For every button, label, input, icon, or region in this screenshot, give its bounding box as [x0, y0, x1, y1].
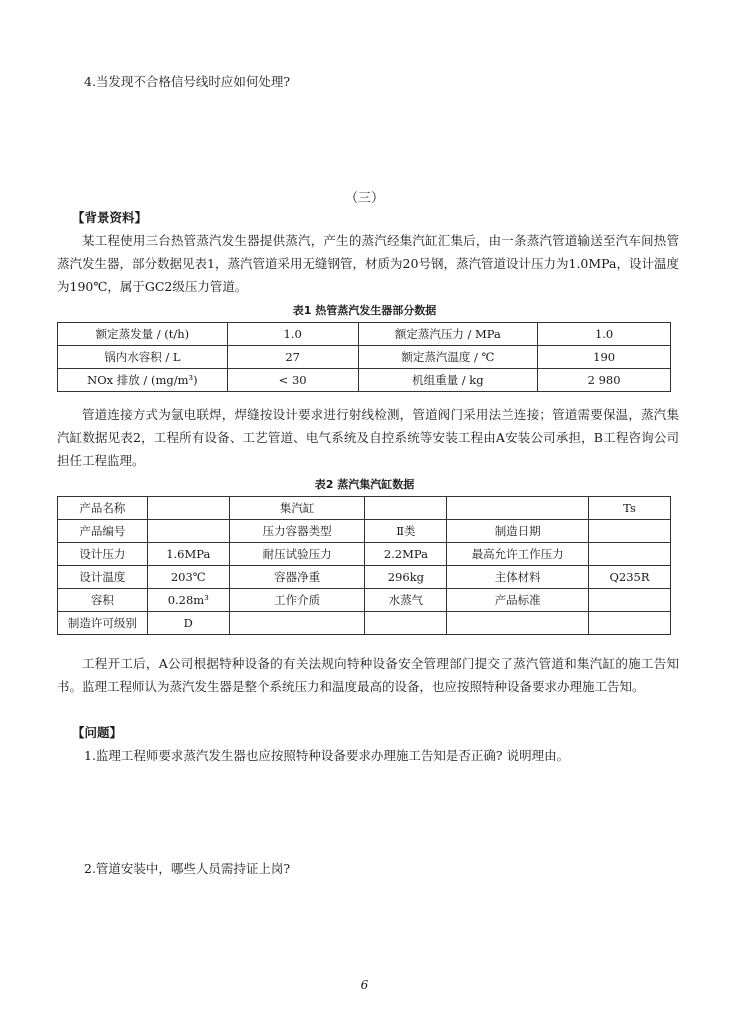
- table-cell: [147, 497, 229, 520]
- table-cell: [447, 497, 589, 520]
- table-cell: 耐压试验压力: [229, 543, 365, 566]
- question-4: 4.当发现不合格信号线时应如何处理?: [84, 74, 291, 89]
- table-cell: [365, 497, 447, 520]
- table-row: [58, 543, 671, 566]
- table-row: [58, 566, 671, 589]
- table-row: [58, 520, 671, 543]
- table-cell: D: [147, 612, 229, 635]
- table-cell: Ⅱ类: [365, 520, 447, 543]
- table-cell: 产品编号: [58, 520, 148, 543]
- table-cell: 190: [538, 346, 671, 369]
- table-cell: [147, 520, 229, 543]
- paragraph-3: 工程开工后，A公司根据特种设备的有关法规向特种设备安全管理部门提交了蒸汽管道和集汽缸的施工告知书。监理工程师认为蒸汽发生器是整个系统压力和温度最高的设备，也应按照特种设备要求办理施工告知。: [57, 656, 679, 694]
- table-row: [58, 589, 671, 612]
- question-label: 【问题】: [72, 725, 123, 740]
- table-cell: NOx 排放 / (mg/m³): [58, 369, 228, 392]
- table-cell: 0.28m³: [147, 589, 229, 612]
- table-cell: 额定蒸发量 / (t/h): [58, 323, 228, 346]
- table-row: [58, 369, 671, 392]
- table-cell: 机组重量 / kg: [358, 369, 538, 392]
- table1-caption: 表1 热管蒸汽发生器部分数据: [292, 304, 437, 317]
- table-cell: 1.0: [227, 323, 358, 346]
- table-row: [58, 612, 671, 635]
- table-cell: Ts: [589, 497, 671, 520]
- table-cell: 产品名称: [58, 497, 148, 520]
- table-cell: [589, 589, 671, 612]
- table-cell: 296kg: [365, 566, 447, 589]
- table-cell: [589, 520, 671, 543]
- table-cell: 额定蒸汽压力 / MPa: [358, 323, 538, 346]
- paragraph-2: 管道连接方式为氩电联焊，焊缝按设计要求进行射线检测，管道阀门采用法兰连接；管道需要保温，蒸汽集汽缸数据见表2，工程所有设备、工艺管道、电气系统及自控系统等安装工程由A安装公司承担，B工程咨询公司担任工程监理。: [57, 407, 679, 468]
- table-cell: [229, 612, 365, 635]
- table-2: [57, 496, 671, 635]
- background-label: 【背景资料】: [72, 210, 148, 225]
- table-cell: Q235R: [589, 566, 671, 589]
- table-cell: 主体材料: [447, 566, 589, 589]
- table-cell: 1.0: [538, 323, 671, 346]
- table-cell: 锅内水容积 / L: [58, 346, 228, 369]
- question-1: 1.监理工程师要求蒸汽发生器也应按照特种设备要求办理施工告知是否正确? 说明理由。: [84, 748, 570, 763]
- table-cell: 工作介质: [229, 589, 365, 612]
- table-cell: 2.2MPa: [365, 543, 447, 566]
- table-cell: 容器净重: [229, 566, 365, 589]
- table-cell: 1.6MPa: [147, 543, 229, 566]
- table-cell: 203℃: [147, 566, 229, 589]
- table-cell: 最高允许工作压力: [447, 543, 589, 566]
- question-2: 2.管道安装中，哪些人员需持证上岗?: [84, 861, 291, 876]
- table-cell: 设计温度: [58, 566, 148, 589]
- table-cell: 2 980: [538, 369, 671, 392]
- table2-caption: 表2 蒸汽集汽缸数据: [314, 478, 415, 491]
- table-row: [58, 497, 671, 520]
- paragraph-1: 某工程使用三台热管蒸汽发生器提供蒸汽，产生的蒸汽经集汽缸汇集后，由一条蒸汽管道输送至汽车间热管蒸汽发生器，部分数据见表1，蒸汽管道采用无缝钢管，材质为20号钢，蒸汽管道设计压力为1.0MPa，设计温度为190℃，属于GC2级压力管道。: [57, 233, 679, 294]
- table-cell: 设计压力: [58, 543, 148, 566]
- table-cell: 制造日期: [447, 520, 589, 543]
- table-1: [57, 322, 671, 392]
- page-number: 6: [360, 978, 369, 992]
- table-cell: 制造许可级别: [58, 612, 148, 635]
- table-cell: 产品标准: [447, 589, 589, 612]
- table-row: [58, 323, 671, 346]
- table-cell: 容积: [58, 589, 148, 612]
- table-cell: 27: [227, 346, 358, 369]
- table-cell: 集汽缸: [229, 497, 365, 520]
- table-cell: < 30: [227, 369, 358, 392]
- table-cell: [589, 543, 671, 566]
- table-row: [58, 346, 671, 369]
- table-cell: [447, 612, 589, 635]
- table-cell: 压力容器类型: [229, 520, 365, 543]
- table-cell: [589, 612, 671, 635]
- section-title: （三）: [344, 191, 384, 206]
- table-cell: 额定蒸汽温度 / ℃: [358, 346, 538, 369]
- table-cell: 水蒸气: [365, 589, 447, 612]
- table-cell: [365, 612, 447, 635]
